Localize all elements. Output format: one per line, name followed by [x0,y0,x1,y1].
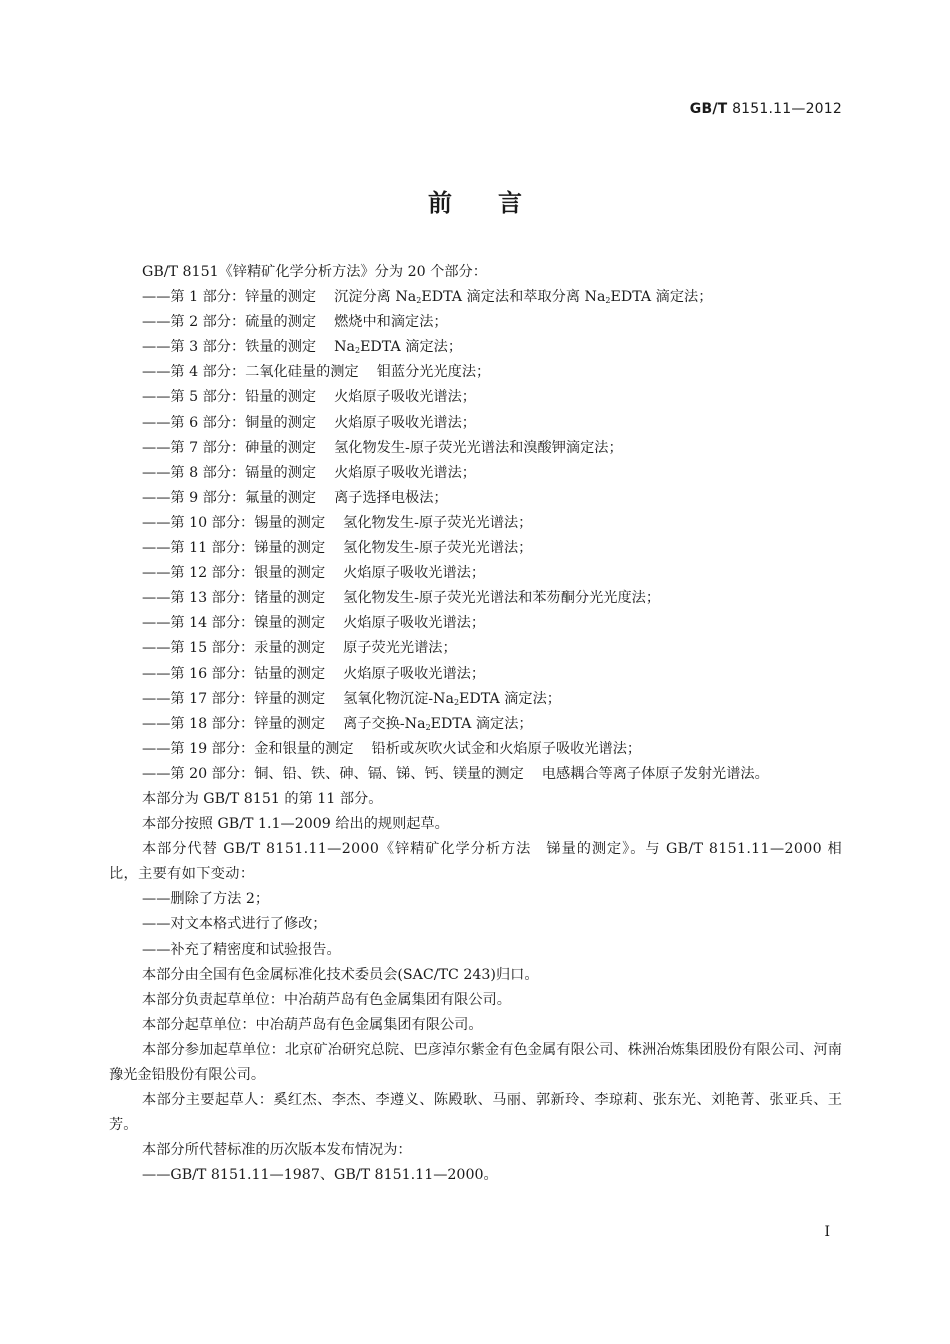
part-item-method: 火焰原子吸收光谱法； [334,414,476,431]
part-item [109,636,842,661]
part-item [109,411,842,436]
part-item-heading: ——第 18 部分：锌量的测定 [142,715,326,732]
part-item [109,461,842,486]
page-number: I [824,1224,830,1240]
part-item-heading: ——第 13 部分：锗量的测定 [142,590,326,607]
part-item [109,536,842,561]
part-item [109,662,842,687]
document-body [109,260,842,1188]
part-item-heading: ——第 3 部分：铁量的测定 [142,339,317,356]
part-item-method: 火焰原子吸收光谱法； [334,464,476,481]
committee-paragraph: 本部分由全国有色金属标准化技术委员会(SAC/TC 243)归口。 [142,966,539,983]
part-item-heading: ——第 4 部分：二氧化硅量的测定 [142,364,359,381]
part-item-method: 火焰原子吸收光谱法； [343,665,486,682]
part-item-heading: ——第 2 部分：硫量的测定 [142,314,317,331]
drafters-paragraph: 本部分主要起草人：奚红杰、李杰、李遵义、陈殿耿、马丽、郭新玲、李琼莉、张东光、刘艳菁、张亚兵、王芳。 [109,1092,842,1134]
part-item [109,385,842,410]
part-item [109,436,842,461]
history-paragraph: 本部分所代替标准的历次版本发布情况为： [142,1142,412,1159]
part-item-heading: ——第 5 部分：铅量的测定 [142,389,317,406]
replace-paragraph: 本部分代替 GB/T 8151.11—2000《锌精矿化学分析方法 锑量的测定》。与 GB/T 8151.11—2000 相比，主要有如下变动： [109,841,842,883]
part-item-method: EDTA 滴定法和萃取分离 Na [421,289,606,306]
part-item-method: 氢化物发生-原子荧光光谱法和溴酸钾滴定法； [334,439,623,456]
part-item-heading: ——第 6 部分：铜量的测定 [142,414,317,431]
part-item-method: 氢化物发生-原子荧光光谱法和苯芴酮分光光度法； [343,590,661,607]
parts-list [109,285,842,787]
part-item [109,335,842,360]
part-item [109,561,842,586]
part-item-subscript: 2 [453,697,460,707]
standard-code-number: 8151.11—2012 [727,101,842,117]
change-item: ——对文本格式进行了修改； [142,916,327,933]
part-item-heading: ——第 19 部分：金和银量的测定 [142,740,354,757]
part-item-method: Na [334,339,355,356]
part-item [109,611,842,636]
change-item: ——删除了方法 2； [142,891,270,908]
part-item [109,285,842,310]
part-number-paragraph: 本部分为 GB/T 8151 的第 11 部分。 [142,790,383,807]
part-item-heading: ——第 17 部分：锌量的测定 [142,690,326,707]
part-item [109,712,842,737]
part-item-heading: ——第 10 部分：锡量的测定 [142,514,326,531]
part-item [109,486,842,511]
part-item-subscript: 2 [425,722,431,732]
part-item-method: 火焰原子吸收光谱法； [343,565,486,582]
part-item-method: 燃烧中和滴定法； [334,314,448,331]
part-item-method: 火焰原子吸收光谱法； [343,615,486,632]
part-item [109,762,842,787]
part-item-method: 氢化物发生-原子荧光光谱法； [343,540,533,557]
part-item-subscript: 2 [605,296,611,306]
part-item-heading: ——第 12 部分：银量的测定 [142,565,326,582]
part-item [109,687,842,712]
standard-code-prefix: GB/T [689,101,728,117]
part-item-method: 钼蓝分光光度法； [376,364,491,381]
rules-paragraph: 本部分按照 GB/T 1.1—2009 给出的规则起草。 [142,816,449,833]
part-item-heading: ——第 9 部分：氟量的测定 [142,489,317,506]
part-item-heading: ——第 11 部分：锑量的测定 [142,540,326,557]
part-item-method: EDTA 滴定法； [459,690,561,707]
part-item-heading: ——第 8 部分：镉量的测定 [142,464,317,481]
part-item-method: 氢氧化物沉淀-Na [343,690,454,707]
part-item-method: 离子选择电极法； [334,489,448,506]
part-item-heading: ——第 7 部分：砷量的测定 [142,439,317,456]
part-item-heading: ——第 14 部分：镍量的测定 [142,615,326,632]
participating-units-paragraph: 本部分参加起草单位：北京矿冶研究总院、巴彦淖尔紫金有色金属有限公司、株洲冶炼集团股份有限公司、河南豫光金铅股份有限公司。 [109,1041,842,1083]
drafting-unit-paragraph: 本部分起草单位：中冶葫芦岛有色金属集团有限公司。 [142,1016,483,1033]
part-item-method: 电感耦合等离子体原子发射光谱法。 [541,765,769,782]
part-item [109,310,842,335]
part-item-heading: ——第 1 部分：锌量的测定 [142,289,317,306]
part-item [109,737,842,762]
part-item-heading: ——第 15 部分：汞量的测定 [142,640,326,657]
part-item [109,511,842,536]
responsible-unit-paragraph: 本部分负责起草单位：中冶葫芦岛有色金属集团有限公司。 [142,991,511,1008]
part-item-method: EDTA 滴定法； [360,339,463,356]
part-item-method: EDTA 滴定法； [430,715,533,732]
part-item-heading: ——第 16 部分：钴量的测定 [142,665,326,682]
history-item: ——GB/T 8151.11—1987、GB/T 8151.11—2000。 [142,1167,498,1184]
part-item-method: 离子交换-Na [343,715,426,732]
part-item-subscript: 2 [416,296,422,306]
standard-code [690,101,842,117]
intro-paragraph: GB/T 8151《锌精矿化学分析方法》分为 20 个部分： [142,264,487,280]
page-title: 前言 [428,189,568,217]
part-item-method: 铅析或灰吹火试金和火焰原子吸收光谱法； [371,740,642,757]
part-item-method: 氢化物发生-原子荧光光谱法； [343,514,533,531]
part-item-method: 火焰原子吸收光谱法； [334,389,476,406]
part-item [109,360,842,385]
part-item-method: EDTA 滴定法； [610,289,713,306]
part-item-heading: ——第 20 部分：铜、铅、铁、砷、镉、锑、钙、镁量的测定 [142,765,524,782]
part-item-method: 原子荧光光谱法； [343,640,457,657]
part-item-method: 沉淀分离 Na [334,289,417,306]
part-item-subscript: 2 [354,346,361,356]
change-item: ——补充了精密度和试验报告。 [142,941,341,958]
part-item [109,586,842,611]
